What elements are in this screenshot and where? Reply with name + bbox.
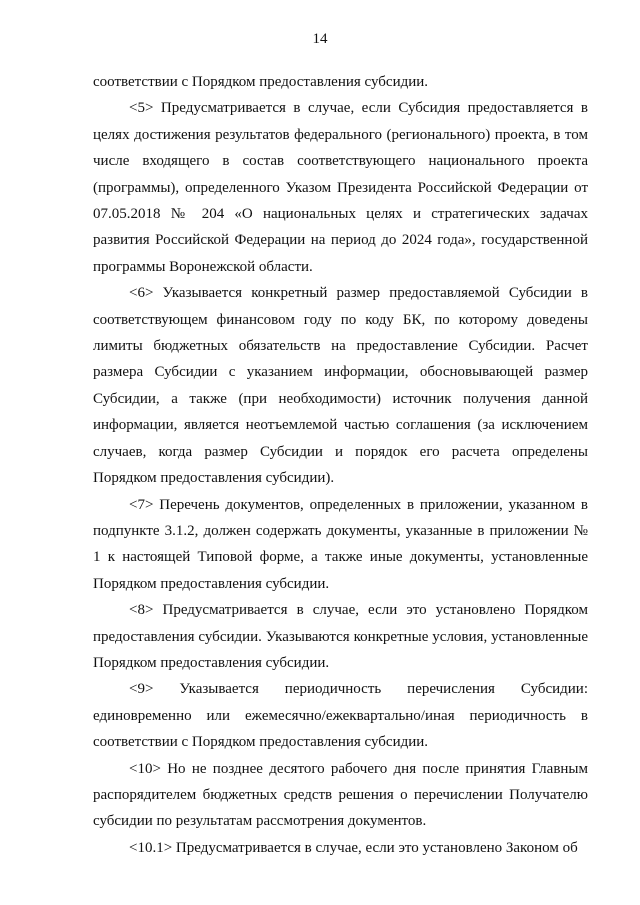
- footnote-9: <9> Указывается периодичность перечисления Субсидии: единовременно или ежемесячно/ежеквартально/иная периодичность в соответствии с Порядком предоставления субсидии.: [93, 681, 588, 751]
- footnote-10-1: <10.1> Предусматривается в случае, если это установлено Законом об: [129, 839, 578, 856]
- page-number: 14: [312, 31, 328, 47]
- footnote-6: <6> Указывается конкретный размер предоставляемой Субсидии в соответствующем финансовом году по коду БК, по которому доведены лимиты бюджетных обязательств на предоставление Субсидии. Расчет размера Субсидии с указанием информации, обосновывающей размер Субсидии, а также (при необходимости) источник получения данной информации, является неотъемлемой частью соглашения (за исключением случаев, когда размер Субсидии и порядок его расчета определены Порядком предоставления субсидии).: [93, 285, 588, 487]
- footnote-8: <8> Предусматривается в случае, если это установлено Порядком предоставления субсидии. Указываются конкретные условия, установленные Порядком предоставления субсидии.: [93, 602, 588, 671]
- footnote-10: <10> Но не позднее десятого рабочего дня после принятия Главным распорядителем бюджетных средств решения о перечислении Получателю субсидии по результатам рассмотрения документов.: [93, 760, 588, 830]
- footnote-7: <7> Перечень документов, определенных в приложении, указанном в подпункте 3.1.2, должен содержать документы, указанные в приложении № 1 к настоящей Типовой форме, а также иные документы, установленные Порядком предоставления субсидии.: [93, 496, 588, 592]
- paragraph-continuation: соответствии с Порядком предоставления субсидии.: [93, 74, 429, 90]
- document-body: [93, 69, 588, 861]
- footnote-5: <5> Предусматривается в случае, если Субсидия предоставляется в целях достижения результатов федерального (регионального) проекта, в том числе входящего в состав соответствующего национального проекта (программы), определенного Указом Президента Российской Федерации от 07.05.2018 № 204 «О национальных целях и стратегических задачах развития Российской Федерации на период до 2024 года», государственной программы Воронежской области.: [93, 100, 588, 275]
